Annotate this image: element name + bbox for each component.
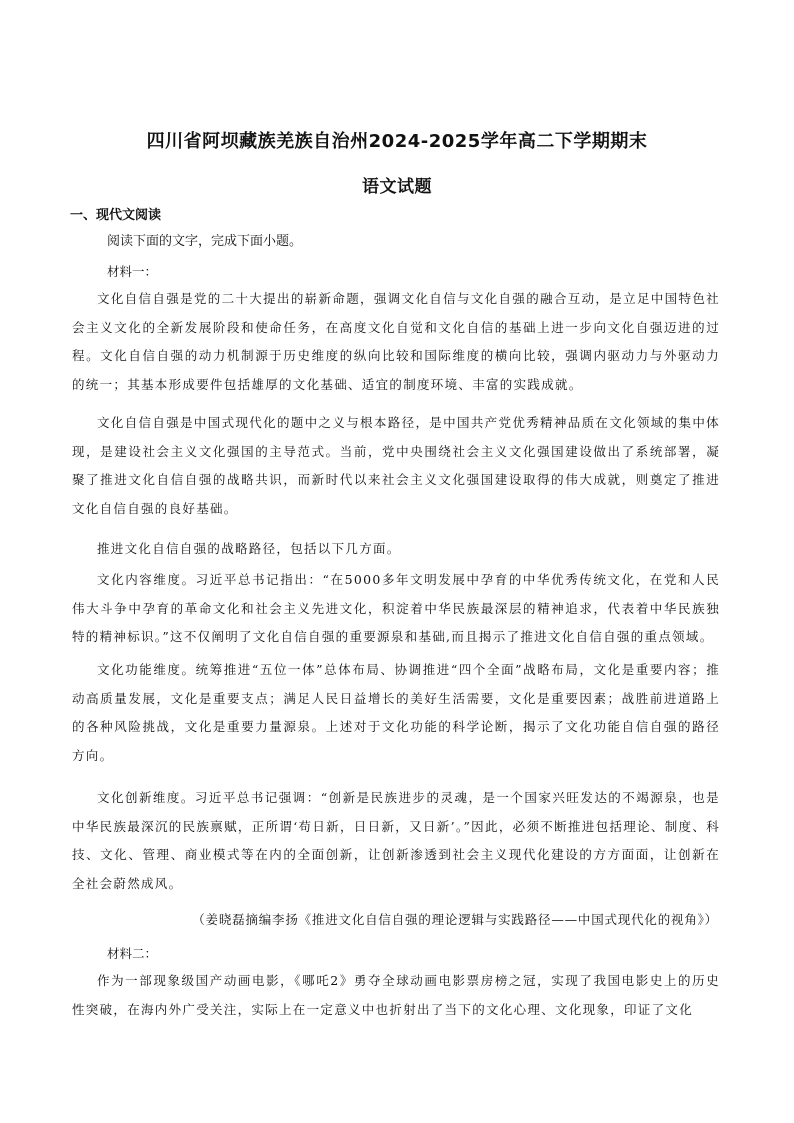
citation: （姜晓磊摘编李扬《推进文化自信自强的理论逻辑与实践路径——中国式现代化的视角》） bbox=[192, 912, 718, 927]
instruction-text: 阅读下面的文字，完成下面小题。 bbox=[107, 234, 303, 249]
paragraph: 文化功能维度。统筹推进“五位一体”总体布局、协调推进“四个全面”战略布局，文化是重要内容；推动高质量发展，文化是重要支点；满足人民日益增长的美好生活需要，文化是重要因素；战胜前进道路上的各种风险挑战，文化是重要力量源泉。上述对于文化功能的科学论断，揭示了文化功能自信自强的路径方向。 bbox=[72, 662, 720, 763]
document-title: 四川省阿坝藏族羌族自治州2024-2025学年高二下学期期末 bbox=[146, 131, 648, 152]
paragraph: 推进文化自信自强的战略路径，包括以下几方面。 bbox=[97, 541, 401, 556]
paragraph: 文化自信自强是党的二十大提出的崭新命题，强调文化自信与文化自强的融合互动，是立足中国特色社会主义文化的全新发展阶段和使命任务，在高度文化自觉和文化自信的基础上进一步向文化自强迈进的过程。文化自信自强的动力机制源于历史维度的纵向比较和国际维度的横向比较，强调内驱动力与外驱动力的统一；其基本形成要件包括雄厚的文化基础、适宜的制度环境、丰富的实践成就。 bbox=[72, 291, 720, 392]
section-heading: 一、现代文阅读 bbox=[70, 208, 162, 223]
paragraph: 文化内容维度。习近平总书记指出：“在5000多年文明发展中孕育的中华优秀传统文化，在党和人民伟大斗争中孕育的革命文化和社会主义先进文化，积淀着中华民族最深层的精神追求，代表着中华民族独特的精神标识。”这不仅阐明了文化自信自强的重要源泉和基础,而且揭示了推进文化自信自强的重点领域。 bbox=[72, 572, 720, 645]
material-two-label: 材料二： bbox=[107, 946, 158, 961]
paragraph: 文化创新维度。习近平总书记强调：“创新是民族进步的灵魂，是一个国家兴旺发达的不竭源泉，也是中华民族最深沉的民族禀赋，正所谓‘苟日新，日日新，又日新’。”因此，必须不断推进包括理论、制度、科技、文化、管理、商业模式等在内的全面创新，让创新渗透到社会主义现代化建设的方方面面，让创新在全社会蔚然成风。 bbox=[72, 790, 720, 891]
paragraph: 作为一部现象级国产动画电影，《哪吒2》勇夺全球动画电影票房榜之冠，实现了我国电影史上的历史性突破，在海内外广受关注，实际上在一定意义中也折射出了当下的文化心理、文化现象，印证了文化 bbox=[72, 973, 720, 1017]
document-subtitle: 语文试题 bbox=[362, 177, 432, 197]
paragraph: 文化自信自强是中国式现代化的题中之义与根本路径，是中国共产党优秀精神品质在文化领域的集中体现，是建设社会主义文化强国的主导范式。当前，党中央围绕社会主义文化强国建设做出了系统部署，凝聚了推进文化自信自强的战略共识，而新时代以来社会主义文化强国建设取得的伟大成就，则奠定了推进文化自信自强的良好基础。 bbox=[72, 415, 720, 516]
material-one-label: 材料一： bbox=[107, 264, 158, 279]
